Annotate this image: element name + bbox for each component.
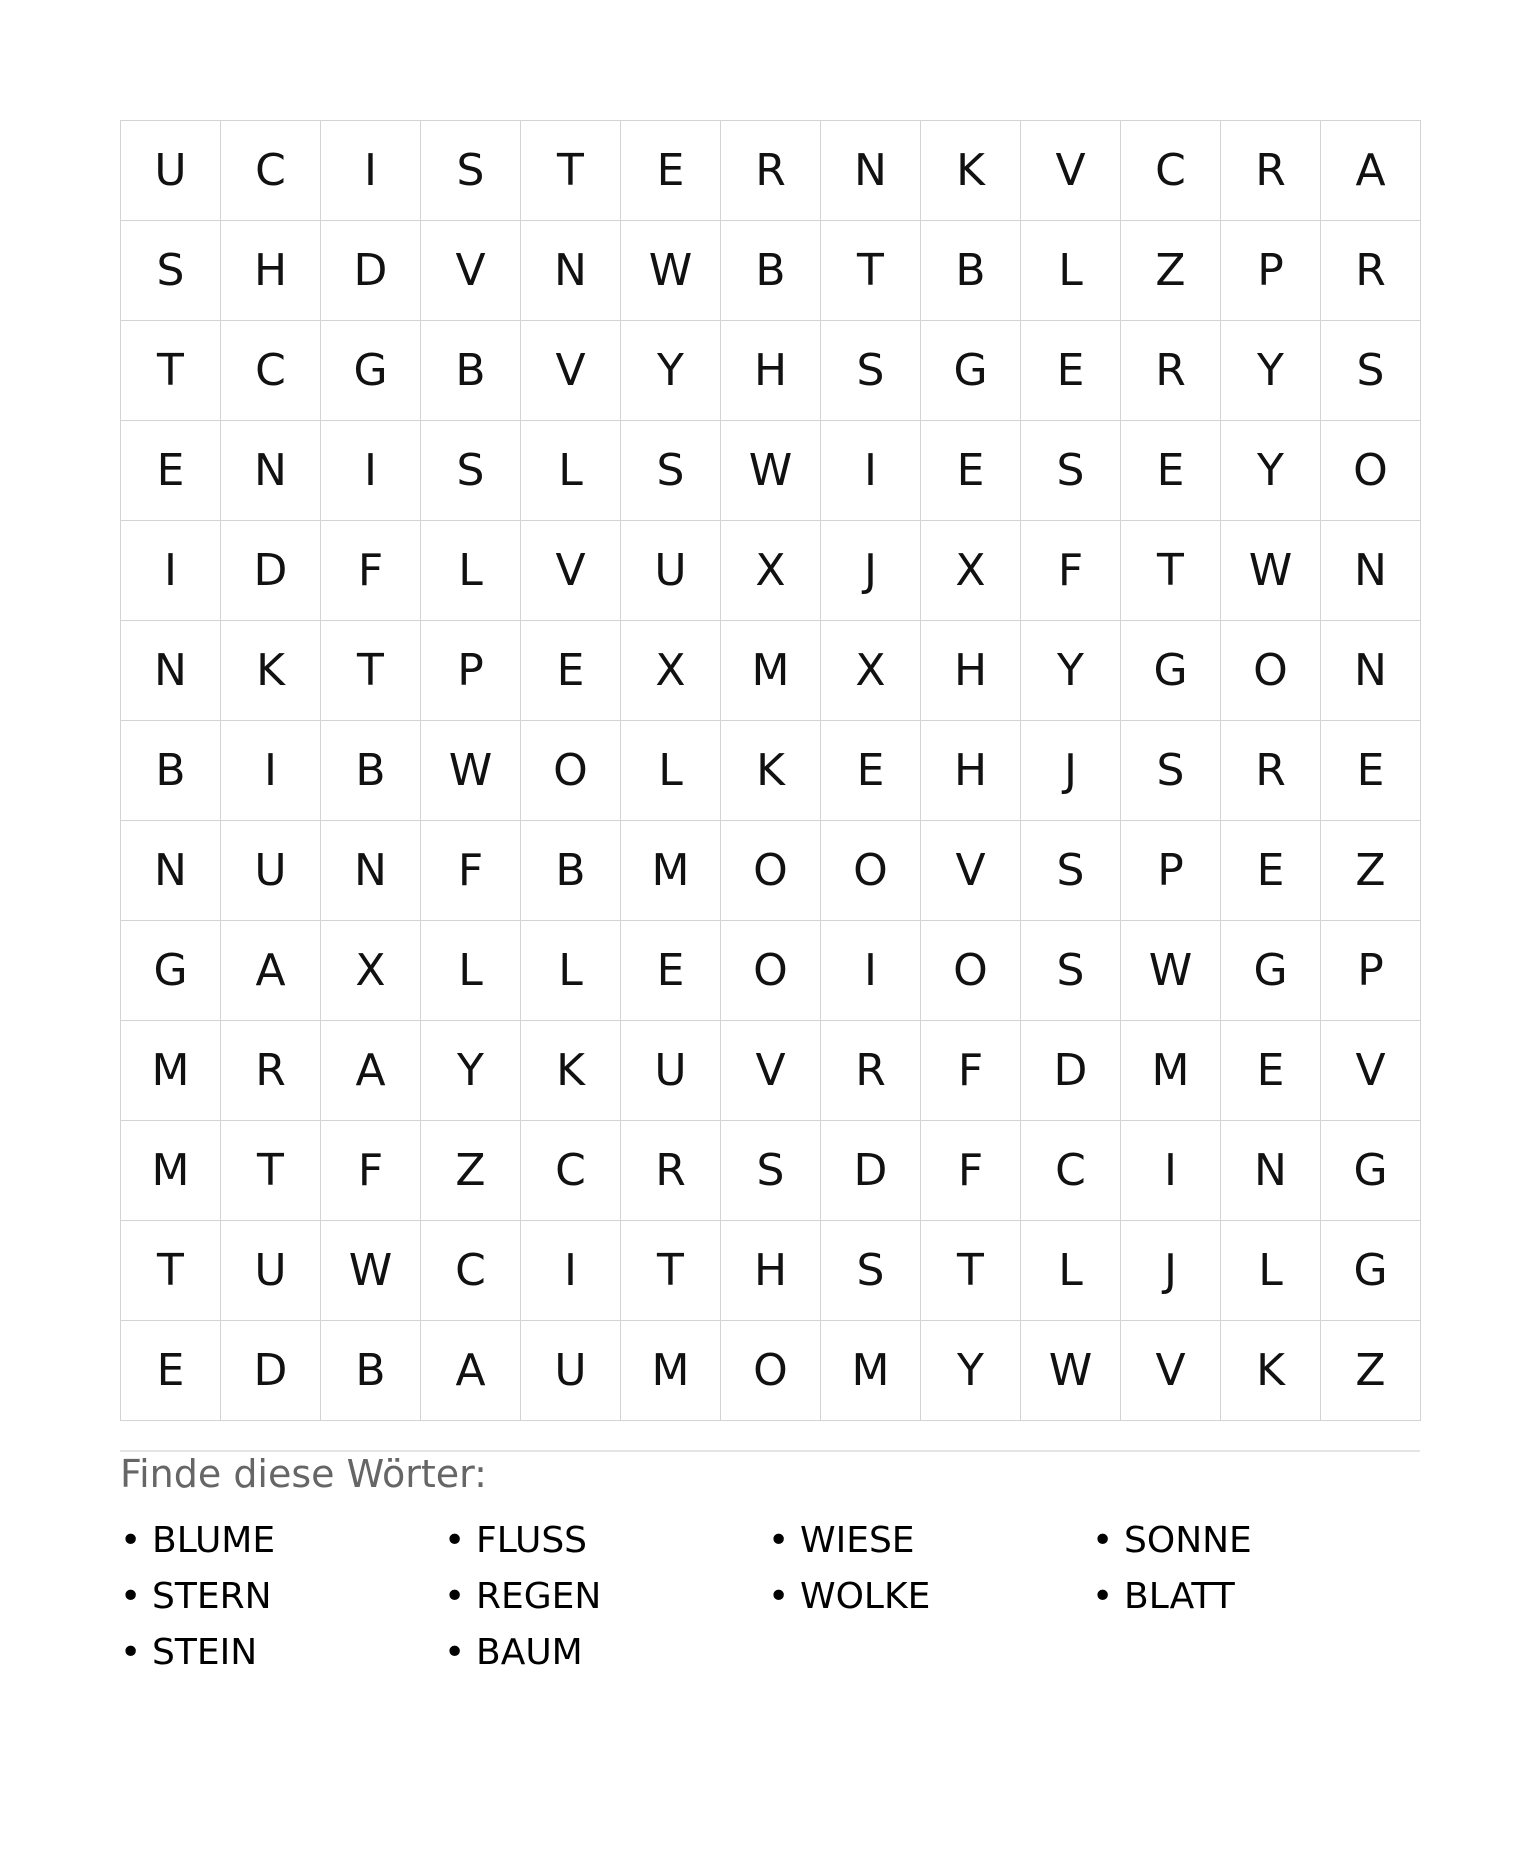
word-label: WIESE: [800, 1519, 915, 1561]
grid-cell[interactable]: I: [121, 521, 221, 621]
grid-cell[interactable]: R: [221, 1021, 321, 1121]
bullet-icon: •: [120, 1519, 142, 1561]
grid-cell[interactable]: S: [421, 421, 521, 521]
grid-cell[interactable]: V: [1121, 1321, 1221, 1421]
grid-cell[interactable]: E: [921, 421, 1021, 521]
grid-cell[interactable]: S: [721, 1121, 821, 1221]
word-label: BLUME: [152, 1519, 276, 1561]
grid-cell[interactable]: S: [1121, 721, 1221, 821]
grid-cell[interactable]: S: [421, 121, 521, 221]
grid-cell[interactable]: G: [321, 321, 421, 421]
grid-cell[interactable]: W: [621, 221, 721, 321]
grid-cell[interactable]: E: [121, 421, 221, 521]
grid-cell[interactable]: G: [121, 921, 221, 1021]
grid-cell[interactable]: K: [921, 121, 1021, 221]
grid-cell[interactable]: D: [821, 1121, 921, 1221]
grid-cell[interactable]: N: [1221, 1121, 1321, 1221]
grid-cell[interactable]: S: [821, 1221, 921, 1321]
grid-cell[interactable]: H: [921, 721, 1021, 821]
grid-cell[interactable]: J: [821, 521, 921, 621]
grid-cell[interactable]: R: [1121, 321, 1221, 421]
grid-cell[interactable]: T: [521, 121, 621, 221]
grid-cell[interactable]: G: [1121, 621, 1221, 721]
grid-cell[interactable]: N: [121, 621, 221, 721]
grid-cell[interactable]: A: [221, 921, 321, 1021]
word-list-item: [444, 1568, 768, 1624]
grid-cell[interactable]: V: [521, 321, 621, 421]
grid-cell[interactable]: W: [721, 421, 821, 521]
grid-cell[interactable]: U: [221, 821, 321, 921]
word-list-item: [120, 1568, 444, 1624]
grid-cell[interactable]: C: [421, 1221, 521, 1321]
grid-cell[interactable]: V: [721, 1021, 821, 1121]
grid-cell[interactable]: B: [921, 221, 1021, 321]
grid-cell[interactable]: G: [1321, 1221, 1421, 1321]
grid-cell[interactable]: I: [1121, 1121, 1221, 1221]
grid-cell[interactable]: P: [1221, 221, 1321, 321]
word-list-item: [1092, 1512, 1416, 1568]
grid-cell[interactable]: Y: [921, 1321, 1021, 1421]
grid-cell[interactable]: K: [1221, 1321, 1321, 1421]
grid-cell[interactable]: K: [221, 621, 321, 721]
grid-cell[interactable]: O: [721, 1321, 821, 1421]
grid-cell[interactable]: P: [1121, 821, 1221, 921]
grid-cell[interactable]: F: [321, 521, 421, 621]
grid-cell[interactable]: F: [921, 1021, 1021, 1121]
word-list-item: [1092, 1568, 1416, 1624]
grid-cell[interactable]: U: [621, 1021, 721, 1121]
letter-grid: [120, 120, 1421, 1421]
grid-cell[interactable]: A: [421, 1321, 521, 1421]
grid-cell[interactable]: E: [1021, 321, 1121, 421]
grid-cell[interactable]: B: [521, 821, 621, 921]
grid-cell[interactable]: M: [721, 621, 821, 721]
grid-cell[interactable]: N: [221, 421, 321, 521]
grid-cell[interactable]: M: [1121, 1021, 1221, 1121]
grid-cell[interactable]: E: [821, 721, 921, 821]
grid-cell[interactable]: V: [1321, 1021, 1421, 1121]
word-label: FLUSS: [476, 1519, 588, 1561]
grid-cell[interactable]: D: [221, 521, 321, 621]
grid-cell[interactable]: G: [1221, 921, 1321, 1021]
grid-cell[interactable]: K: [521, 1021, 621, 1121]
grid-cell[interactable]: M: [121, 1021, 221, 1121]
grid-cell[interactable]: W: [421, 721, 521, 821]
grid-cell[interactable]: D: [1021, 1021, 1121, 1121]
grid-cell[interactable]: O: [721, 821, 821, 921]
grid-cell[interactable]: R: [721, 121, 821, 221]
grid-cell[interactable]: L: [1021, 221, 1121, 321]
grid-cell[interactable]: B: [321, 1321, 421, 1421]
grid-cell[interactable]: S: [1021, 821, 1121, 921]
word-list-item: [120, 1512, 444, 1568]
grid-cell[interactable]: L: [421, 521, 521, 621]
grid-cell[interactable]: D: [321, 221, 421, 321]
grid-cell[interactable]: O: [521, 721, 621, 821]
grid-cell[interactable]: T: [121, 321, 221, 421]
grid-cell[interactable]: B: [121, 721, 221, 821]
grid-cell[interactable]: T: [821, 221, 921, 321]
grid-cell[interactable]: H: [921, 621, 1021, 721]
bullet-icon: •: [1092, 1519, 1114, 1561]
grid-cell[interactable]: E: [1121, 421, 1221, 521]
grid-cell[interactable]: N: [1321, 521, 1421, 621]
grid-cell[interactable]: S: [1021, 421, 1121, 521]
grid-cell[interactable]: O: [1221, 621, 1321, 721]
grid-cell[interactable]: X: [921, 521, 1021, 621]
grid-cell[interactable]: M: [821, 1321, 921, 1421]
grid-cell[interactable]: Y: [1021, 621, 1121, 721]
word-list-item: [768, 1568, 1092, 1624]
word-label: BLATT: [1124, 1575, 1235, 1617]
grid-cell[interactable]: N: [1321, 621, 1421, 721]
grid-cell[interactable]: E: [621, 921, 721, 1021]
word-list-item: [444, 1624, 768, 1680]
grid-cell[interactable]: T: [621, 1221, 721, 1321]
grid-cell[interactable]: E: [1321, 721, 1421, 821]
grid-cell[interactable]: T: [121, 1221, 221, 1321]
grid-cell[interactable]: X: [821, 621, 921, 721]
grid-cell[interactable]: B: [721, 221, 821, 321]
grid-cell[interactable]: I: [321, 121, 421, 221]
grid-cell[interactable]: V: [1021, 121, 1121, 221]
grid-cell[interactable]: G: [921, 321, 1021, 421]
grid-cell[interactable]: S: [821, 321, 921, 421]
grid-cell[interactable]: J: [1121, 1221, 1221, 1321]
word-list-item: [444, 1512, 768, 1568]
grid-cell[interactable]: B: [421, 321, 521, 421]
grid-cell[interactable]: F: [921, 1121, 1021, 1221]
grid-cell[interactable]: Y: [421, 1021, 521, 1121]
grid-cell[interactable]: X: [721, 521, 821, 621]
grid-cell[interactable]: C: [521, 1121, 621, 1221]
grid-cell[interactable]: C: [1021, 1121, 1121, 1221]
grid-cell[interactable]: R: [1321, 221, 1421, 321]
grid-cell[interactable]: S: [1321, 321, 1421, 421]
grid-cell[interactable]: O: [921, 921, 1021, 1021]
grid-cell[interactable]: O: [821, 821, 921, 921]
grid-cell[interactable]: Z: [1121, 221, 1221, 321]
grid-cell[interactable]: U: [221, 1221, 321, 1321]
grid-cell[interactable]: H: [721, 1221, 821, 1321]
grid-cell[interactable]: O: [721, 921, 821, 1021]
bullet-icon: •: [768, 1575, 790, 1617]
grid-cell[interactable]: T: [221, 1121, 321, 1221]
grid-cell[interactable]: I: [521, 1221, 621, 1321]
grid-cell[interactable]: I: [321, 421, 421, 521]
grid-cell[interactable]: R: [1221, 721, 1321, 821]
grid-cell[interactable]: L: [1221, 1221, 1321, 1321]
bullet-icon: •: [444, 1519, 466, 1561]
grid-cell[interactable]: L: [621, 721, 721, 821]
grid-cell[interactable]: C: [221, 121, 321, 221]
word-label: WOLKE: [800, 1575, 931, 1617]
grid-cell[interactable]: E: [1221, 821, 1321, 921]
grid-cell[interactable]: J: [1021, 721, 1121, 821]
grid-cell[interactable]: L: [521, 421, 621, 521]
grid-cell[interactable]: C: [1121, 121, 1221, 221]
word-list-item: [120, 1624, 444, 1680]
word-list: [120, 1512, 1420, 1680]
grid-cell[interactable]: S: [121, 221, 221, 321]
grid-cell[interactable]: A: [321, 1021, 421, 1121]
word-label: SONNE: [1124, 1519, 1252, 1561]
grid-cell[interactable]: D: [221, 1321, 321, 1421]
grid-cell[interactable]: V: [521, 521, 621, 621]
grid-cell[interactable]: U: [121, 121, 221, 221]
grid-cell[interactable]: B: [321, 721, 421, 821]
grid-cell[interactable]: I: [221, 721, 321, 821]
bullet-icon: •: [768, 1519, 790, 1561]
grid-cell[interactable]: O: [1321, 421, 1421, 521]
word-label: REGEN: [476, 1575, 602, 1617]
grid-cell[interactable]: T: [321, 621, 421, 721]
grid-cell[interactable]: L: [1021, 1221, 1121, 1321]
grid-cell[interactable]: N: [321, 821, 421, 921]
grid-cell[interactable]: V: [421, 221, 521, 321]
grid-cell[interactable]: P: [421, 621, 521, 721]
grid-cell[interactable]: N: [821, 121, 921, 221]
grid-cell[interactable]: A: [1321, 121, 1421, 221]
grid-cell[interactable]: F: [1021, 521, 1121, 621]
grid-cell[interactable]: W: [321, 1221, 421, 1321]
grid-cell[interactable]: E: [121, 1321, 221, 1421]
grid-cell[interactable]: N: [521, 221, 621, 321]
grid-cell[interactable]: E: [521, 621, 621, 721]
grid-cell[interactable]: E: [1221, 1021, 1321, 1121]
grid-cell[interactable]: P: [1321, 921, 1421, 1021]
grid-cell[interactable]: X: [321, 921, 421, 1021]
grid-cell[interactable]: T: [1121, 521, 1221, 621]
grid-cell[interactable]: Z: [1321, 821, 1421, 921]
grid-cell[interactable]: M: [621, 821, 721, 921]
grid-cell[interactable]: R: [621, 1121, 721, 1221]
bullet-icon: •: [444, 1575, 466, 1617]
word-list-item: [768, 1512, 1092, 1568]
bullet-icon: •: [444, 1631, 466, 1673]
grid-cell[interactable]: U: [621, 521, 721, 621]
grid-cell[interactable]: W: [1221, 521, 1321, 621]
grid-cell[interactable]: I: [821, 921, 921, 1021]
grid-cell[interactable]: E: [621, 121, 721, 221]
grid-cell[interactable]: F: [421, 821, 521, 921]
grid-cell[interactable]: Z: [1321, 1321, 1421, 1421]
word-label: STEIN: [152, 1631, 258, 1673]
grid-cell[interactable]: F: [321, 1121, 421, 1221]
grid-cell[interactable]: U: [521, 1321, 621, 1421]
grid-cell[interactable]: X: [621, 621, 721, 721]
grid-cell[interactable]: K: [721, 721, 821, 821]
grid-cell[interactable]: R: [1221, 121, 1321, 221]
grid-cell[interactable]: Y: [621, 321, 721, 421]
bullet-icon: •: [1092, 1575, 1114, 1617]
grid-cell[interactable]: Z: [421, 1121, 521, 1221]
grid-cell[interactable]: H: [221, 221, 321, 321]
grid-cell[interactable]: C: [221, 321, 321, 421]
grid-cell[interactable]: L: [521, 921, 621, 1021]
grid-cell[interactable]: M: [121, 1121, 221, 1221]
bullet-icon: •: [120, 1575, 142, 1617]
grid-cell[interactable]: Y: [1221, 421, 1321, 521]
grid-cell[interactable]: H: [721, 321, 821, 421]
bullet-icon: •: [120, 1631, 142, 1673]
grid-cell[interactable]: W: [1021, 1321, 1121, 1421]
grid-cell[interactable]: S: [621, 421, 721, 521]
grid-cell[interactable]: I: [821, 421, 921, 521]
grid-cell[interactable]: T: [921, 1221, 1021, 1321]
grid-cell[interactable]: G: [1321, 1121, 1421, 1221]
grid-cell[interactable]: Y: [1221, 321, 1321, 421]
word-label: BAUM: [476, 1631, 583, 1673]
grid-cell[interactable]: W: [1121, 921, 1221, 1021]
grid-cell[interactable]: M: [621, 1321, 721, 1421]
word-list-title: Finde diese Wörter:: [120, 1452, 487, 1496]
grid-cell[interactable]: R: [821, 1021, 921, 1121]
grid-cell[interactable]: S: [1021, 921, 1121, 1021]
word-label: STERN: [152, 1575, 272, 1617]
grid-cell[interactable]: V: [921, 821, 1021, 921]
grid-cell[interactable]: L: [421, 921, 521, 1021]
grid-cell[interactable]: N: [121, 821, 221, 921]
